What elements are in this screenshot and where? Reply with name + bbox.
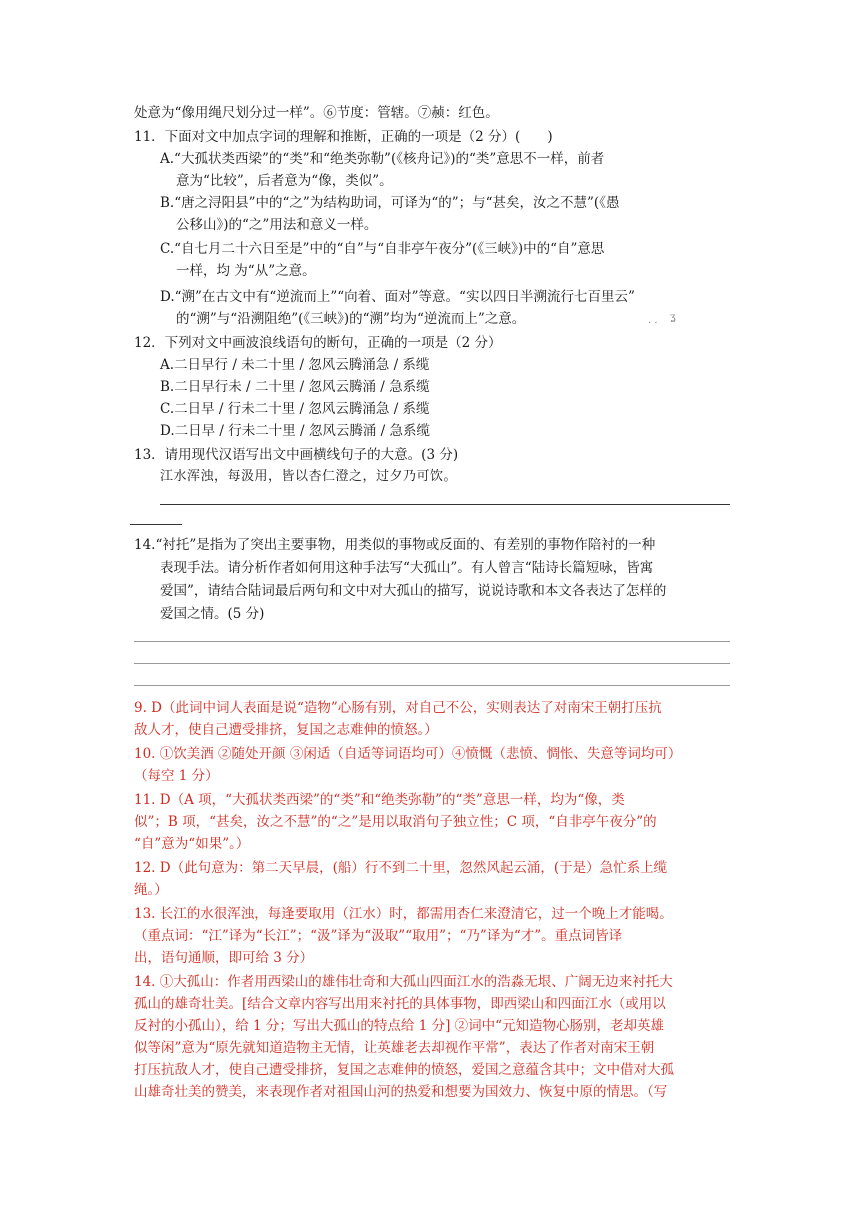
q12-option-c: C.二日早 / 行未二十里 / 忽风云腾涌急 / 系缆 (160, 401, 430, 417)
answer-14-line6: 山雄奇壮美的赞美，来表现作者对祖国山河的热爱和想要为国效力、恢复中原的情思。（写 (134, 1084, 668, 1100)
answer-10-line1: 10. ①饮美酒 ②随处开颜 ③闲适（自适等词语均可）④愤慨（悲愤、惆怅、失意等词均可） (134, 746, 682, 762)
q11-option-b-line2: 公移山》)的“之”用法和意义一样。 (176, 217, 378, 233)
answer-14-line3: 反衬的小孤山），给 1 分；写出大孤山的特点给 1 分] ②词中“元知造物心肠别，老却英雄 (134, 1018, 665, 1034)
answer-10-line2: （每空 1 分） (134, 768, 219, 784)
answer-11-line1: 11. D（A 项，“大孤状类西梁”的“类”和“绝类弥勒”的“类”意思一样，均为“像，类 (134, 792, 625, 808)
q11-option-c-line1: C.“自七月二十六日至是”中的“自”与“自非亭午夜分”(《三峡》)中的“自”意思 (160, 241, 605, 257)
q12-option-a: A.二日早行 / 未二十里 / 忽风云腾涌急 / 系缆 (160, 357, 430, 373)
q12-option-d: D.二日早 / 行未二十里 / 忽风云腾涌 / 急系缆 (160, 423, 431, 439)
note-line: 处意为“像用绳尺划分过一样”。⑥节度：管辖。⑦赪：红色。 (134, 105, 499, 121)
question-12-stem: 12．下列对文中画波浪线语句的断句，正确的一项是（2 分） (134, 335, 502, 351)
question-14-line4: 爱国之情。(5 分) (160, 606, 265, 622)
answer-line (134, 641, 730, 642)
answer-14-line4: 似等闲”意为“原先就知道造物主无情，让英雄老去却视作平常”，表达了作者对南宋王朝 (134, 1040, 655, 1056)
answer-12-line1: 12. D（此句意为：第二天早晨，(船）行不到二十里，忽然风起云涌，(于是）急忙系上缆 (134, 860, 668, 876)
q12-option-b: B.二日早行未 / 二十里 / 忽风云腾涌 / 急系缆 (160, 379, 430, 395)
question-11-stem: 11．下面对文中加点字词的理解和推断，正确的一项是（2 分）( ) (134, 129, 553, 145)
scan-speck: · · (648, 318, 658, 329)
answer-14-line1: 14. ①大孤山：作者用西梁山的雄伟壮奇和大孤山四面江水的浩淼无垠、广阔无边来衬托大 (134, 974, 673, 990)
question-14-line2: 表现手法。请分析作者如何用这种手法写“大孤山”。有人曾言“陆诗长篇短咏，皆寓 (160, 560, 654, 576)
question-13-stem: 13．请用现代汉语写出文中画横线句子的大意。(3 分) (134, 447, 459, 463)
q11-option-c-line2: 一样，均 为“从”之意。 (176, 263, 316, 279)
q11-option-d-line2: 的“溯”与“沿溯阻绝”(《三峡》)的“溯”均为“逆流而上”之意。 (176, 311, 526, 327)
answer-14-line2: 孤山的雄奇壮美。[结合文章内容写出用来衬托的具体事物，即西梁山和四面江水（或用以 (134, 996, 666, 1012)
q11-option-b-line1: B.“唐之浔阳县”中的“之”为结构助词，可译为“的”；与“甚矣，汝之不慧”(《愚 (160, 195, 620, 211)
answer-9-line1: 9. D（此词中词人表面是说“造物”心肠有别，对自己不公，实则表达了对南宋王朝打压抗 (134, 700, 662, 716)
answer-13-line3: 出，语句通顺，即可给 3 分） (134, 950, 314, 966)
q11-option-d-line1: D.“溯”在古文中有“逆流而上”“向着、面对”等意。“实以四日半溯流行七百里云” (160, 289, 635, 305)
q13-original-sentence: 江水浑浊，每汲用，皆以杏仁澄之，过夕乃可饮。 (160, 469, 458, 484)
q11-option-a-line2: 意为“比较”，后者意为“像，类似”。 (176, 173, 393, 189)
question-14-line3: 爱国”，请结合陆词最后两句和文中对大孤山的描写，说说诗歌和本文各表达了怎样的 (160, 583, 667, 599)
answer-12-line2: 绳。） (134, 882, 168, 898)
answer-9-line2: 敌人才，使自己遭受排挤，复国之志难伸的愤怒。） (134, 722, 438, 738)
question-14-line1: 14.“衬托”是指为了突出主要事物，用类似的事物或反面的、有差别的事物作陪衬的一种 (134, 537, 656, 553)
answer-14-line5: 打压抗敌人才，使自己遭受排挤，复国之志难伸的愤怒，爱国之意蕴含其中；文中借对大孤 (134, 1062, 674, 1078)
answer-11-line2: 似”；B 项，“甚矣，汝之不慧”的“之”是用以取消句子独立性；C 项，“自非亭午夜分”的 (134, 814, 657, 830)
answer-13-line2: （重点词：“江”译为“长江”；“汲”译为“汲取”“取用”；“乃”译为“才”。重点词皆译 (134, 928, 623, 944)
answer-11-line3: “自”意为“如果”。） (134, 836, 250, 852)
answer-line (134, 663, 730, 664)
answer-line (160, 504, 730, 505)
answer-13-line1: 13. 长江的水很浑浊，每逢要取用（江水）时，都需用杏仁来澄清它，过一个晚上才能喝。 (134, 906, 673, 922)
scan-speck: ʓ (670, 312, 676, 323)
answer-line (134, 685, 730, 686)
q11-option-a-line1: A.“大孤状类西梁”的“类”和“绝类弥勒”(《核舟记》)的“类”意思不一样，前者 (160, 151, 605, 167)
answer-line-continuation (130, 524, 182, 525)
